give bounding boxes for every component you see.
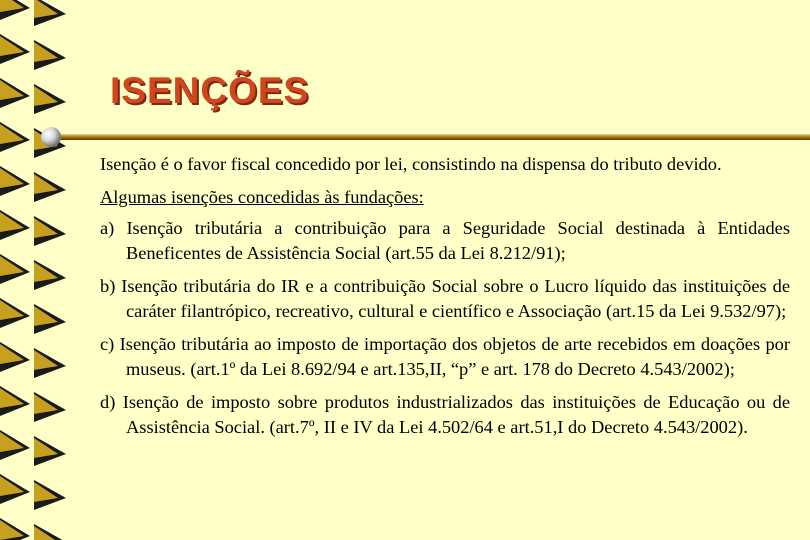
list-item xyxy=(100,390,790,440)
item-text: Isenção tributária a contribuição para a Seguridade Social destinada à Entidades Beneficentes de Assistência Social (art.55 da Lei 8.212/91); xyxy=(126,218,790,263)
subheading: Algumas isenções concedidas às fundações: xyxy=(100,187,424,207)
intro-text: Isenção é o favor fiscal concedido por lei, consistindo na dispensa do tributo devido. xyxy=(100,154,722,174)
item-label: d) xyxy=(100,392,116,412)
list-item xyxy=(100,216,790,266)
zigzag-border xyxy=(0,0,70,540)
item-text: Isenção tributária do IR e a contribuição Social sobre o Lucro líquido das instituições de caráter filantrópico, recreativo, cultural e científico e Associação (art.15 da Lei 9.532/97); xyxy=(121,276,790,321)
rule-bar xyxy=(50,134,810,140)
title-underline xyxy=(40,126,810,148)
item-text: Isenção tributária ao imposto de importação dos objetos de arte recebidos em doações por museus. (art.1º da Lei 8.692/94 e art.135,II, “p” e art. 178 do Decreto 4.543/2002); xyxy=(119,334,790,379)
slide-title: ISENÇÕES xyxy=(110,70,310,111)
item-text: Isenção de imposto sobre produtos industrializados das instituições de Educação ou de Assistência Social. (art.7º, II e IV da Lei 4.502/64 e art.51,I do Decreto 4.543/2002). xyxy=(122,392,790,437)
item-label: b) xyxy=(100,276,116,296)
rule-ball-icon xyxy=(41,127,61,147)
list-item xyxy=(100,332,790,382)
list-item xyxy=(100,274,790,324)
slide-body xyxy=(100,152,790,448)
item-label: c) xyxy=(100,334,115,354)
item-label: a) xyxy=(100,218,115,238)
